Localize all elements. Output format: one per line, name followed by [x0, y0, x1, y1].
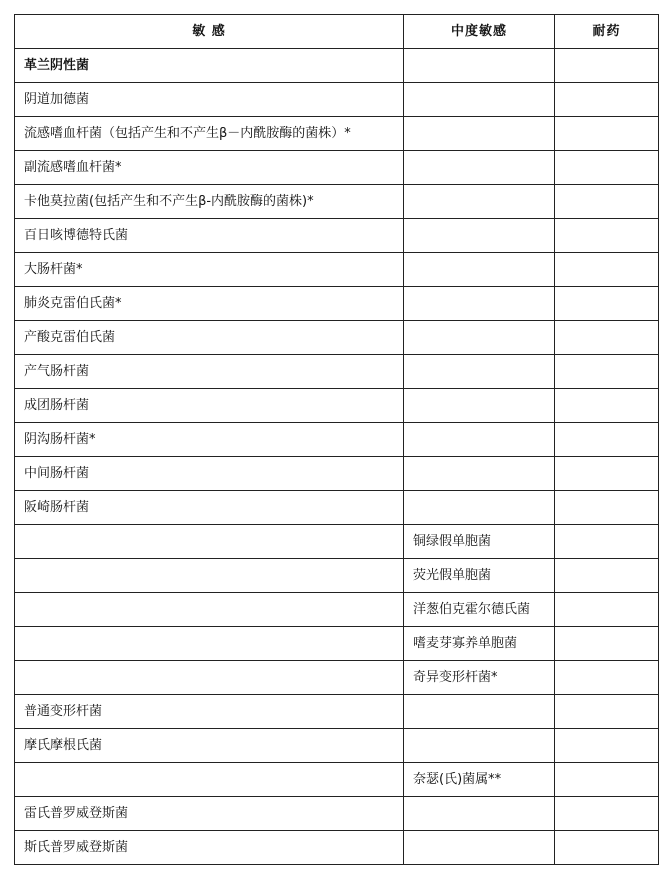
- table-row: [15, 525, 659, 559]
- sensitive-cell: [15, 559, 404, 593]
- table-body: [15, 49, 659, 865]
- intermediate-cell: [404, 219, 555, 253]
- table-row: [15, 117, 659, 151]
- table-row: [15, 661, 659, 695]
- resistant-cell: [555, 797, 659, 831]
- table-row: [15, 219, 659, 253]
- table-row: [15, 185, 659, 219]
- resistant-cell: [555, 763, 659, 797]
- table-row: [15, 593, 659, 627]
- resistant-cell: [555, 287, 659, 321]
- intermediate-cell: [404, 151, 555, 185]
- table-row: [15, 831, 659, 865]
- resistant-cell: [555, 49, 659, 83]
- intermediate-cell: [404, 695, 555, 729]
- table-row: [15, 695, 659, 729]
- intermediate-cell: [404, 797, 555, 831]
- resistant-cell: [555, 525, 659, 559]
- resistant-cell: [555, 185, 659, 219]
- sensitive-cell: [15, 525, 404, 559]
- resistant-cell: [555, 627, 659, 661]
- intermediate-cell: [404, 117, 555, 151]
- intermediate-cell: [404, 831, 555, 865]
- table-section-row: [15, 49, 659, 83]
- resistant-cell: [555, 661, 659, 695]
- intermediate-cell: [404, 491, 555, 525]
- table-row: [15, 729, 659, 763]
- sensitive-cell: 副流感嗜血杆菌*: [15, 151, 404, 185]
- table-row: [15, 627, 659, 661]
- table-row: [15, 355, 659, 389]
- sensitive-cell: 阴沟肠杆菌*: [15, 423, 404, 457]
- resistant-cell: [555, 321, 659, 355]
- intermediate-cell: [404, 83, 555, 117]
- intermediate-cell: 奈瑟(氏)菌属**: [404, 763, 555, 797]
- susceptibility-table: [14, 14, 659, 865]
- intermediate-cell: [404, 185, 555, 219]
- sensitive-cell: 产酸克雷伯氏菌: [15, 321, 404, 355]
- intermediate-cell: [404, 423, 555, 457]
- sensitive-cell: 阴道加德菌: [15, 83, 404, 117]
- resistant-cell: [555, 491, 659, 525]
- intermediate-cell: 洋葱伯克霍尔德氏菌: [404, 593, 555, 627]
- table-row: [15, 559, 659, 593]
- table-row: [15, 83, 659, 117]
- intermediate-cell: [404, 389, 555, 423]
- resistant-cell: [555, 423, 659, 457]
- table-row: [15, 457, 659, 491]
- sensitive-cell: 摩氏摩根氏菌: [15, 729, 404, 763]
- intermediate-cell: [404, 355, 555, 389]
- resistant-cell: [555, 355, 659, 389]
- sensitive-cell: 产气肠杆菌: [15, 355, 404, 389]
- sensitive-cell: 卡他莫拉菌(包括产生和不产生β-内酰胺酶的菌株)*: [15, 185, 404, 219]
- sensitive-cell: 雷氏普罗威登斯菌: [15, 797, 404, 831]
- header-resistant: 耐药: [555, 15, 659, 49]
- intermediate-cell: [404, 321, 555, 355]
- table-row: [15, 797, 659, 831]
- table-row: [15, 151, 659, 185]
- table-row: [15, 287, 659, 321]
- sensitive-cell: 百日咳博德特氏菌: [15, 219, 404, 253]
- table-row: [15, 763, 659, 797]
- intermediate-cell: [404, 457, 555, 491]
- sensitive-cell: [15, 763, 404, 797]
- sensitive-cell: 流感嗜血杆菌（包括产生和不产生β－内酰胺酶的菌株）*: [15, 117, 404, 151]
- table-row: [15, 389, 659, 423]
- sensitive-cell: 大肠杆菌*: [15, 253, 404, 287]
- sensitive-cell: 革兰阴性菌: [15, 49, 404, 83]
- resistant-cell: [555, 83, 659, 117]
- sensitive-cell: [15, 661, 404, 695]
- resistant-cell: [555, 559, 659, 593]
- table-row: [15, 491, 659, 525]
- table-row: [15, 253, 659, 287]
- sensitive-cell: 成团肠杆菌: [15, 389, 404, 423]
- sensitive-cell: [15, 627, 404, 661]
- intermediate-cell: 奇异变形杆菌*: [404, 661, 555, 695]
- header-intermediate: 中度敏感: [404, 15, 555, 49]
- intermediate-cell: [404, 253, 555, 287]
- resistant-cell: [555, 151, 659, 185]
- resistant-cell: [555, 593, 659, 627]
- resistant-cell: [555, 389, 659, 423]
- resistant-cell: [555, 457, 659, 491]
- header-sensitive: 敏 感: [15, 15, 404, 49]
- intermediate-cell: 荧光假单胞菌: [404, 559, 555, 593]
- resistant-cell: [555, 219, 659, 253]
- sensitive-cell: 中间肠杆菌: [15, 457, 404, 491]
- resistant-cell: [555, 831, 659, 865]
- sensitive-cell: 肺炎克雷伯氏菌*: [15, 287, 404, 321]
- sensitive-cell: 普通变形杆菌: [15, 695, 404, 729]
- resistant-cell: [555, 695, 659, 729]
- intermediate-cell: [404, 287, 555, 321]
- sensitive-cell: 斯氏普罗威登斯菌: [15, 831, 404, 865]
- intermediate-cell: [404, 729, 555, 763]
- sensitive-cell: [15, 593, 404, 627]
- table-header-row: [15, 15, 659, 49]
- resistant-cell: [555, 117, 659, 151]
- intermediate-cell: 铜绿假单胞菌: [404, 525, 555, 559]
- resistant-cell: [555, 729, 659, 763]
- table-row: [15, 321, 659, 355]
- intermediate-cell: 嗜麦芽寡养单胞菌: [404, 627, 555, 661]
- intermediate-cell: [404, 49, 555, 83]
- table-row: [15, 423, 659, 457]
- sensitive-cell: 阪崎肠杆菌: [15, 491, 404, 525]
- resistant-cell: [555, 253, 659, 287]
